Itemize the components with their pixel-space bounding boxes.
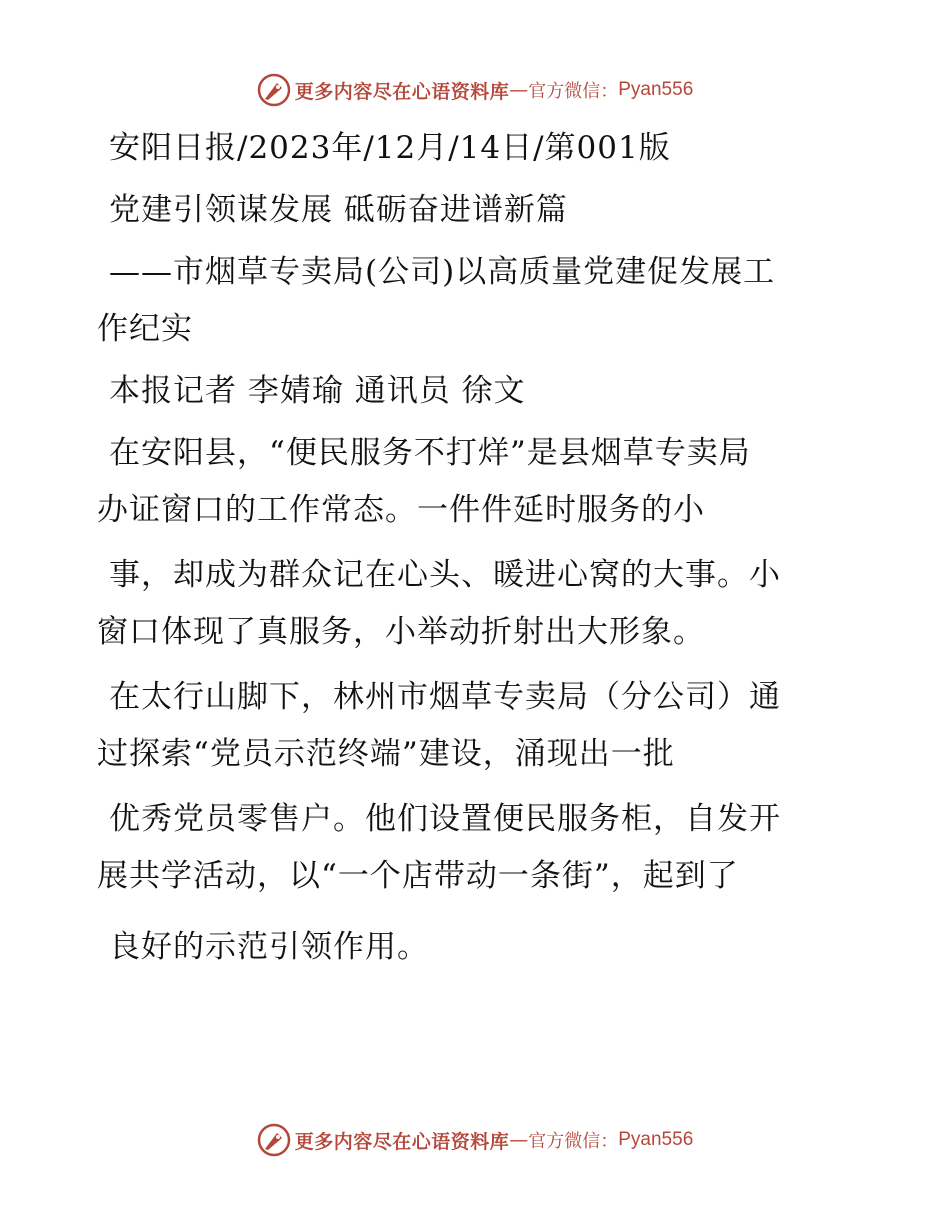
body-line: 在安阳县，“便民服务不打烊”是县烟草专卖局 [109,435,751,471]
subheadline-line-1: ——市烟草专卖局(公司)以高质量党建促发展工 [109,254,776,290]
body-line: 优秀党员零售户。他们设置便民服务柜，自发开 [109,801,781,837]
footer-banner [0,1120,950,1160]
header-banner [0,70,950,110]
body-line: 事，却成为群众记在心头、暖进心窝的大事。小 [109,557,781,593]
body-line: 窗口体现了真服务，小举动折射出大形象。 [97,614,705,650]
banner-wechat-id: Pyan556 [618,79,694,100]
pen-nib-logo-icon [257,1123,291,1157]
body-line: 展共学活动，以“一个店带动一条街”，起到了 [97,858,739,894]
headline: 党建引领谋发展 砥砺奋进谱新篇 [109,192,568,228]
source-line: 安阳日报/2023年/12月/14日/第001版 [109,130,671,166]
body-line: 在太行山脚下，林州市烟草专卖局（分公司）通 [109,679,781,715]
body-line: 良好的示范引领作用。 [109,929,429,965]
banner-wechat-id: Pyan556 [618,1129,694,1150]
article-body [97,120,832,976]
pen-nib-logo-icon [257,73,291,107]
banner-main-text: 更多内容尽在心语资料库 [294,80,510,103]
banner-separator: — [509,1129,529,1151]
byline: 本报记者 李婧瑜 通讯员 徐文 [109,373,526,409]
banner-separator: — [509,79,529,101]
body-line: 办证窗口的工作常态。一件件延时服务的小 [97,492,705,528]
banner-official-label: 官方微信： [528,1131,619,1152]
banner-official-label: 官方微信： [528,81,619,102]
banner-main-text: 更多内容尽在心语资料库 [294,1130,510,1153]
subheadline-line-2: 作纪实 [97,311,193,347]
body-line: 过探索“党员示范终端”建设，涌现出一批 [97,736,675,772]
